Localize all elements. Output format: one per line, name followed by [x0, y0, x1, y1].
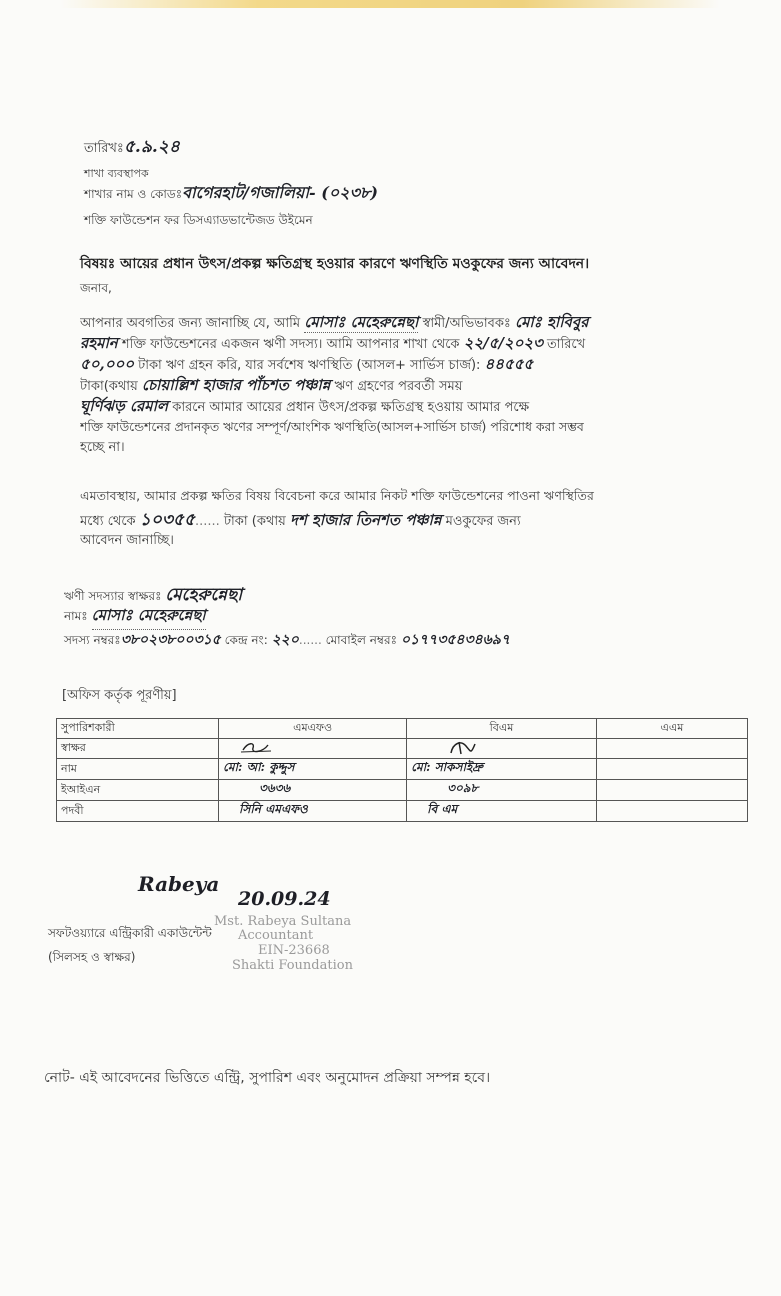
p1-text: টাকা ঋণ গ্রহন করি, যার সর্বশেষ ঋণস্থিতি (আসল+ সার্ভিস চার্জ): [138, 358, 481, 373]
stamp-org: Shakti Foundation [232, 958, 353, 973]
member-name-line [64, 604, 206, 630]
accountant-date: 20.09.24 [238, 888, 331, 910]
p1-text: তারিখে [547, 337, 586, 352]
p1-text: কারনে আমার আয়ের প্রধান উৎস/প্রকল্প ক্ষতিগ্রস্থ হওয়ায় আমার পক্ষে [172, 400, 530, 415]
loan-date-handwritten: ২২/৫/২০২৩ [463, 334, 543, 352]
signature-scribble-icon [223, 740, 283, 755]
top-edge-stripe [60, 0, 720, 8]
guardian-handwritten-cont: রহমান [80, 334, 118, 352]
reason-handwritten: ঘূর্ণিঝড় রেমাল [80, 397, 169, 415]
footer-note: নোট- এই আবেদনের ভিত্তিতে এন্ট্রি, সুপারিশ এবং অনুমোদন প্রক্রিয়া সম্পন্ন হবে। [44, 1070, 491, 1086]
p1-text: টাকা(কথায় [80, 379, 138, 394]
table-row [57, 780, 748, 801]
p1-line5 [80, 396, 740, 418]
bm-ein: ৩০৯৮ [407, 780, 597, 801]
branch-line [84, 180, 378, 207]
mfo-name: মো: আ: কুদ্দুস [219, 759, 407, 780]
am-designation [596, 801, 747, 822]
waive-amount-handwritten: ১০৩৫৫ [139, 510, 195, 530]
am-name [596, 759, 747, 780]
mfo-designation: সিনি এমএফও [219, 801, 407, 822]
table-row [57, 739, 748, 759]
stamp-ein: EIN-23668 [258, 943, 330, 958]
p1-text: স্বামী/অভিভাবকঃ [422, 316, 511, 331]
member-name-value: মোসাঃ মেহেরুন্নেছা [92, 604, 206, 630]
row-label-signature: স্বাক্ষর [57, 739, 219, 759]
branch-label: শাখার নাম ও কোডঃ [84, 187, 183, 201]
col-bm: বিএম [407, 719, 597, 739]
row-label-designation: পদবী [57, 801, 219, 822]
loan-amount-handwritten: ৫০,০০০ [80, 355, 134, 373]
stamp-role: Accountant [238, 928, 314, 943]
bm-signature [407, 739, 597, 759]
p1-text: শক্তি ফাউন্ডেশনের একজন ঋণী সদস্য। আমি আপনার শাখা থেকে [121, 337, 460, 352]
mfo-signature [219, 739, 407, 759]
p2-line1: এমতাবস্থায়, আমার প্রকল্প ক্ষতির বিষয় বিবেচনা করে আমার নিকট শক্তি ফাউন্ডেশনের পাওনা ঋণস্থিতির [80, 488, 594, 503]
p2-line2: মধ্যে থেকে ১০৩৫৫...... টাকা (কথায় দশ হাজার তিনশত পঞ্চান্ন মওকুফের জন্য [80, 510, 521, 530]
center-value: ২২০ [271, 632, 299, 648]
signature-scribble-icon [411, 740, 491, 755]
p2-line3: আবেদন জানাচ্ছি। [80, 533, 174, 548]
mfo-ein: ৩৬৩৬ [219, 780, 407, 801]
row-label-ein: ইআইএন [57, 780, 219, 801]
branch-value: বাগেরহাট/গজালিয়া- (০২৩৮) [182, 183, 378, 202]
mobile-value: ০১৭৭৩৫৪৩৪৬৯৭ [400, 632, 510, 648]
accountant-subtitle: (সিলসহ ও স্বাক্ষর) [48, 950, 136, 964]
row-label-name: নাম [57, 759, 219, 780]
mobile-label: মোবাইল নম্বরঃ [325, 633, 397, 647]
salutation: জনাব, [80, 281, 112, 295]
accountant-title: সফটওয়্যারে এন্ট্রিকারী একাউন্টেন্ট [48, 926, 212, 940]
accountant-signature: Rabeya [138, 872, 220, 896]
member-number-line: সদস্য নম্বরঃ৩৮০২৩৮০০৩১৫ কেন্দ্র নং: ২২০...... মোবাইল নম্বরঃ ০১৭৭৩৫৪৩৪৬৯৭ [64, 632, 510, 648]
subject-label: বিষয়ঃ [80, 256, 116, 272]
col-recommender: সুপারিশকারী [57, 719, 219, 739]
waive-words-handwritten: দশ হাজার তিনশত পঞ্চান্ন [289, 511, 442, 529]
member-number-label: সদস্য নম্বরঃ [64, 633, 121, 647]
table-row [57, 801, 748, 822]
stamp-name: Mst. Rabeya Sultana [214, 914, 352, 929]
org-line: শক্তি ফাউন্ডেশন ফর ডিসএ্যাডভান্টেজড উইমেন [84, 213, 313, 227]
p1-line7: হচ্ছে না। [80, 440, 125, 455]
p1-line4 [80, 375, 740, 397]
am-signature [596, 739, 747, 759]
guardian-handwritten: মোঃ হাবিবুর [515, 313, 589, 331]
col-am: এএম [596, 719, 747, 739]
p1-text: আপনার অবগতির জন্য জানাচ্ছি যে, আমি [80, 316, 301, 331]
date-value: ৫.৯.২৪ [123, 137, 180, 157]
branch-manager: শাখা ব্যবস্থাপক [84, 167, 149, 180]
bm-name: মো: সাকসাইদ্রু [407, 759, 597, 780]
office-table [56, 718, 748, 822]
p1-line6: শক্তি ফাউন্ডেশনের প্রদানকৃত ঋণের সম্পূর্ণ/আংশিক ঋণস্থিতি(আসল+সার্ভিস চার্জ) পরিশোধ করা সম্ভব [80, 419, 584, 434]
p2-text: মওকুফের জন্য [445, 514, 521, 529]
p2-text: মধ্যে থেকে [80, 514, 136, 529]
member-sign-label: ঋণী সদস্যার স্বাক্ষরঃ [64, 589, 162, 603]
p1-text: ঋণ গ্রহণের পরবর্তী সময় [334, 379, 463, 394]
center-label: কেন্দ্র নং: [224, 633, 268, 647]
date-label: তারিখঃ [84, 141, 124, 156]
bm-designation: বি এম [407, 801, 597, 822]
p1-line2 [80, 333, 740, 355]
subject-text: আয়ের প্রধান উৎস/প্রকল্প ক্ষতিগ্রস্থ হওয়ার কারণে ঋণস্থিতি মওকুফের জন্য আবেদন। [120, 256, 590, 272]
col-mfo: এমএফও [219, 719, 407, 739]
balance-handwritten: ৪৪৫৫৫ [484, 355, 534, 373]
balance-words-handwritten: চোয়াল্লিশ হাজার পাঁচশত পঞ্চান্ন [141, 376, 331, 394]
office-table-header [57, 719, 748, 739]
member-number-value: ৩৮০২৩৮০০৩১৫ [120, 632, 221, 648]
table-row [57, 759, 748, 780]
member-signature: মেহেরুন্নেছা [165, 585, 243, 605]
date-line [84, 134, 180, 162]
p1-line3 [80, 354, 740, 376]
p1-line1 [80, 312, 740, 334]
am-ein [596, 780, 747, 801]
member-name-label: নামঃ [64, 609, 88, 623]
office-header: [অফিস কর্তৃক পূরণীয়] [62, 688, 177, 703]
member-name-handwritten: মোসাঃ মেহেরুন্নেছা [304, 313, 419, 331]
p2-text: টাকা (কথায় [223, 514, 286, 529]
subject [80, 252, 589, 276]
